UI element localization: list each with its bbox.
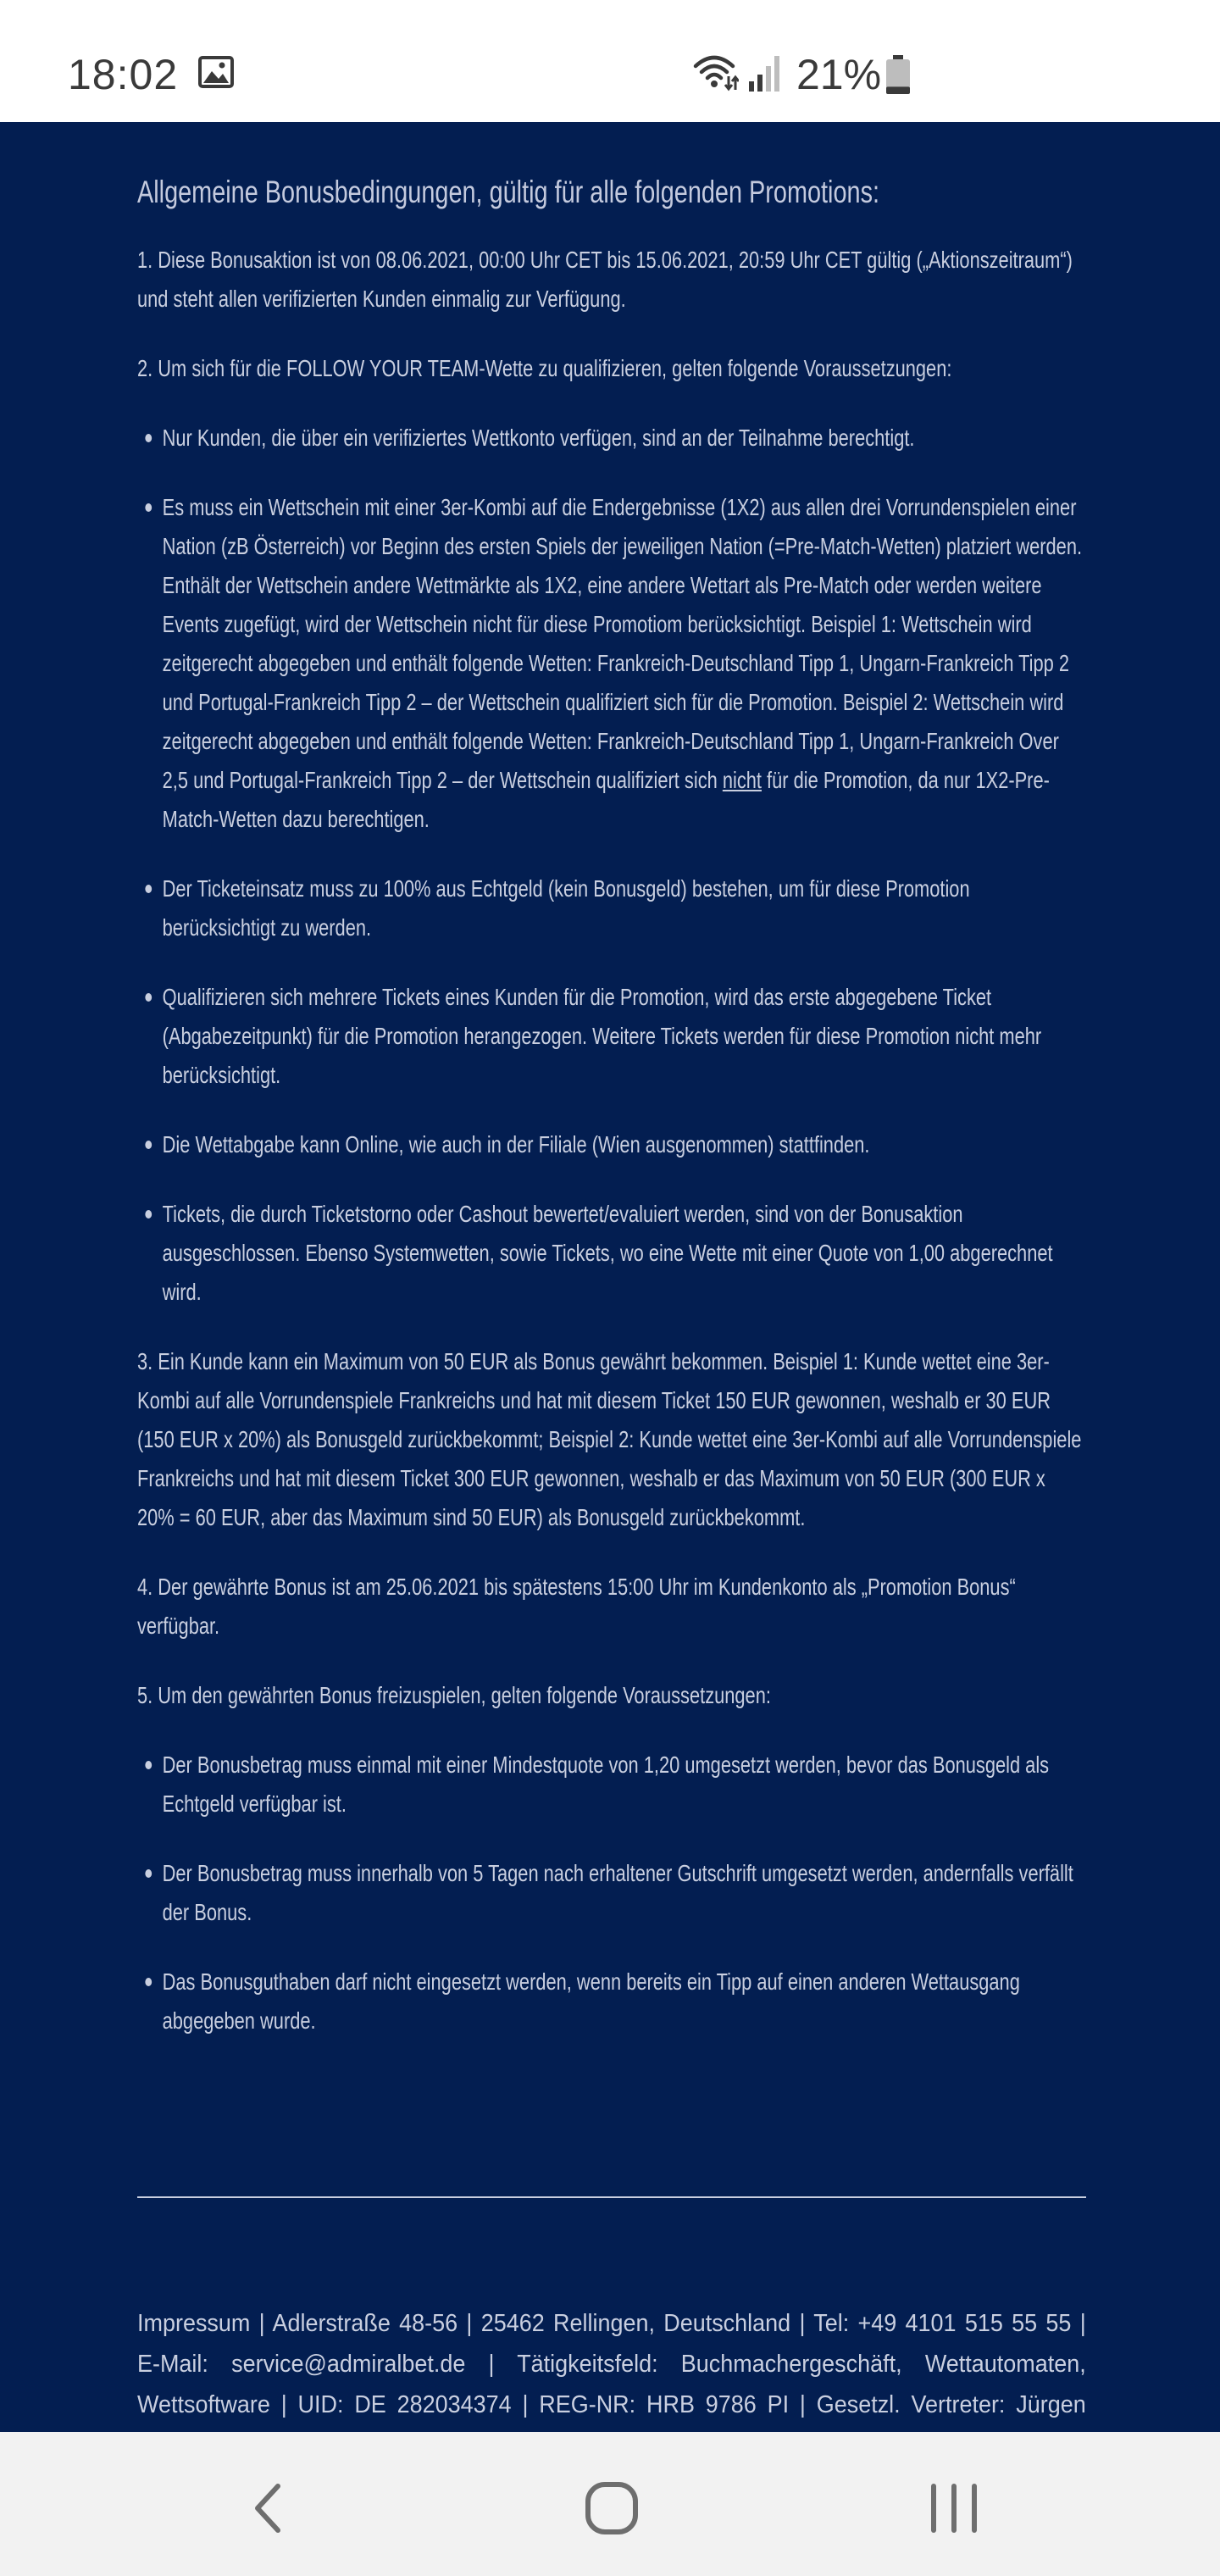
bullet-icon	[145, 993, 152, 1002]
list-item	[137, 1854, 1086, 1932]
list-item	[137, 1125, 1086, 1164]
list-item	[137, 1963, 1086, 2040]
terms-paragraph-1	[137, 241, 1086, 319]
bullet-text: Der Bonusbetrag muss einmal mit einer Mindestquote von 1,20 umgesetzt werden, bevor das Bonusgeld als Echtgeld verfügbar ist.	[162, 1752, 1050, 1817]
bullet-text: Der Ticketeinsatz muss zu 100% aus Echtgeld (kein Bonusgeld) bestehen, um für diese Promotion berücksichtigt zu werden.	[162, 875, 970, 941]
list-item	[137, 978, 1086, 1095]
wifi-icon	[693, 53, 739, 92]
signal-icon	[747, 54, 783, 92]
paragraph-text: 3. Ein Kunde kann ein Maximum von 50 EUR als Bonus gewährt bekommen. Beispiel 1: Kunde wettet eine 3er-Kombi auf alle Vorrundenspiele Frankreichs und hat mit diesem Ticket 150 EUR gewonnen, weshalb er 30 EUR (150 EUR x 20%) als Bonusgeld zurückbekommt; Beispiel 2: Kunde wettet eine 3er-Kombi auf alle Vorrundenspiele Frankreichs und hat mit diesem Ticket 300 EUR gewonnen, weshalb er das Maximum von 50 EUR (300 EUR x 20% = 60 EUR, aber das Maximum sind 50 EUR) als Bonusgeld zurückbekommt.	[137, 1348, 1082, 1530]
status-time: 18:02	[68, 51, 179, 98]
terms-heading: Allgemeine Bonusbedingungen, gültig für alle folgenden Promotions:	[137, 175, 880, 209]
bullet-icon	[145, 1210, 152, 1219]
bullet-text: Die Wettabgabe kann Online, wie auch in der Filiale (Wien ausgenommen) stattfinden.	[162, 1131, 870, 1158]
bullet-text: Es muss ein Wettschein mit einer 3er-Kombi auf die Endergebnisse (1X2) aus allen drei Vorrundenspielen einer Nation (zB Österreich) vor Beginn des ersten Spiels der jeweiligen Nation (=Pre-Match-Wetten) platziert werden. Enthält der Wettschein andere Wettmärkte als 1X2, eine andere Wettart als Pre-Match oder werden weitere Events zugefügt, wird der Wettschein nicht für diese Promotiom berücksichtigt. Beispiel 1: Wettschein wird zeitgerecht abgegeben und enthält folgende Wetten: Frankreich-Deutschland Tipp 1, Ungarn-Frankreich Tipp 2 und Portugal-Frankreich Tipp 2 – der Wettschein qualifiziert sich für die Promotion. Beispiel 2: Wettschein wird zeitgerecht abgegeben und enthält folgende Wetten: Frankreich-Deutschland Tipp 1, Ungarn-Frankreich Over 2,5 und Portugal-Frankreich Tipp 2 – der Wettschein qualifiziert sich	[162, 494, 1083, 793]
terms-paragraph-3	[137, 1342, 1086, 1537]
impressum-footer	[137, 2303, 1086, 2425]
bullet-icon	[145, 885, 152, 893]
terms-paragraph-5	[137, 1676, 1086, 1715]
terms-paragraph-4	[137, 1568, 1086, 1646]
battery-percent: 21%	[796, 51, 882, 98]
bullet-text: für die Promotion, da nur 1X2-Pre-Match-Wetten dazu berechtigen.	[162, 767, 1050, 832]
paragraph-text: 5. Um den gewährten Bonus freizuspielen, gelten folgende Voraussetzungen:	[137, 1682, 771, 1708]
list-item	[137, 869, 1086, 947]
list-item	[137, 419, 1086, 458]
system-nav-bar	[0, 2432, 1220, 2576]
footer-line[interactable]: E-Mail: service@admiralbet.de | Tätigkeitsfeld: Buchmachergeschäft, Wettautomaten,	[137, 2351, 1086, 2378]
bullet-icon	[145, 1978, 152, 1986]
paragraph-text: 2. Um sich für die FOLLOW YOUR TEAM-Wette zu qualifizieren, gelten folgende Voraussetzungen:	[137, 355, 952, 381]
bullet-text: Tickets, die durch Ticketstorno oder Cashout bewertet/evaluiert werden, sind von der Bonusaktion ausgeschlossen. Ebenso Systemwetten, sowie Tickets, wo eine Wette mit einer Quote von 1,00 abgerechnet wird.	[162, 1201, 1053, 1305]
list-item	[137, 1746, 1086, 1824]
bullet-text: Qualifizieren sich mehrere Tickets eines Kunden für die Promotion, wird das erste abgegebene Ticket (Abgabezeitpunkt) für die Promotion herangezogen. Weitere Tickets werden für diese Promotion nicht mehr berücksichtigt.	[162, 984, 1042, 1088]
terms-paragraph-2	[137, 349, 1086, 388]
footer-line: Impressum | Adlerstraße 48-56 | 25462 Rellingen, Deutschland | Tel: +49 4101 515 55 55 |	[137, 2310, 1086, 2337]
bullet-icon	[145, 503, 152, 512]
bullet-text: Nur Kunden, die über ein verifiziertes Wettkonto verfügen, sind an der Teilnahme berechtigt.	[162, 425, 915, 451]
battery-icon	[884, 54, 912, 95]
list-item	[137, 488, 1086, 839]
terms-text	[137, 169, 1086, 2071]
list-item	[137, 1195, 1086, 1312]
bullet-text: Das Bonusguthaben darf nicht eingesetzt werden, wenn bereits ein Tipp auf einen anderen Wettausgang abgegeben wurde.	[162, 1968, 1020, 2034]
bullet-icon	[145, 1761, 152, 1769]
bullet-icon	[145, 434, 152, 442]
paragraph-text: 1. Diese Bonusaktion ist von 08.06.2021, 00:00 Uhr CET bis 15.06.2021, 20:59 Uhr CET gültig („Aktionszeitraum“) und steht allen verifizierten Kunden einmalig zur Verfügung.	[137, 247, 1073, 312]
recent-apps-icon[interactable]	[920, 2474, 988, 2542]
back-icon[interactable]	[237, 2474, 305, 2542]
gallery-icon	[198, 56, 234, 88]
status-bar	[0, 0, 1220, 122]
bullet-icon	[145, 1141, 152, 1149]
paragraph-text: 4. Der gewährte Bonus ist am 25.06.2021 bis spätestens 15:00 Uhr im Kundenkonto als „Promotion Bonus“ verfügbar.	[137, 1574, 1016, 1639]
underlined-word: nicht	[722, 767, 762, 793]
footer-divider	[137, 2196, 1086, 2198]
bullet-icon	[145, 1869, 152, 1878]
home-icon[interactable]	[578, 2474, 646, 2542]
terms-page	[0, 122, 1220, 2432]
bullet-text: Der Bonusbetrag muss innerhalb von 5 Tagen nach erhaltener Gutschrift umgesetzt werden, andernfalls verfällt der Bonus.	[162, 1860, 1073, 1925]
footer-line: Wettsoftware | UID: DE 282034374 | REG-NR: HRB 9786 PI | Gesetzl. Vertreter: Jürgen	[137, 2391, 1086, 2418]
